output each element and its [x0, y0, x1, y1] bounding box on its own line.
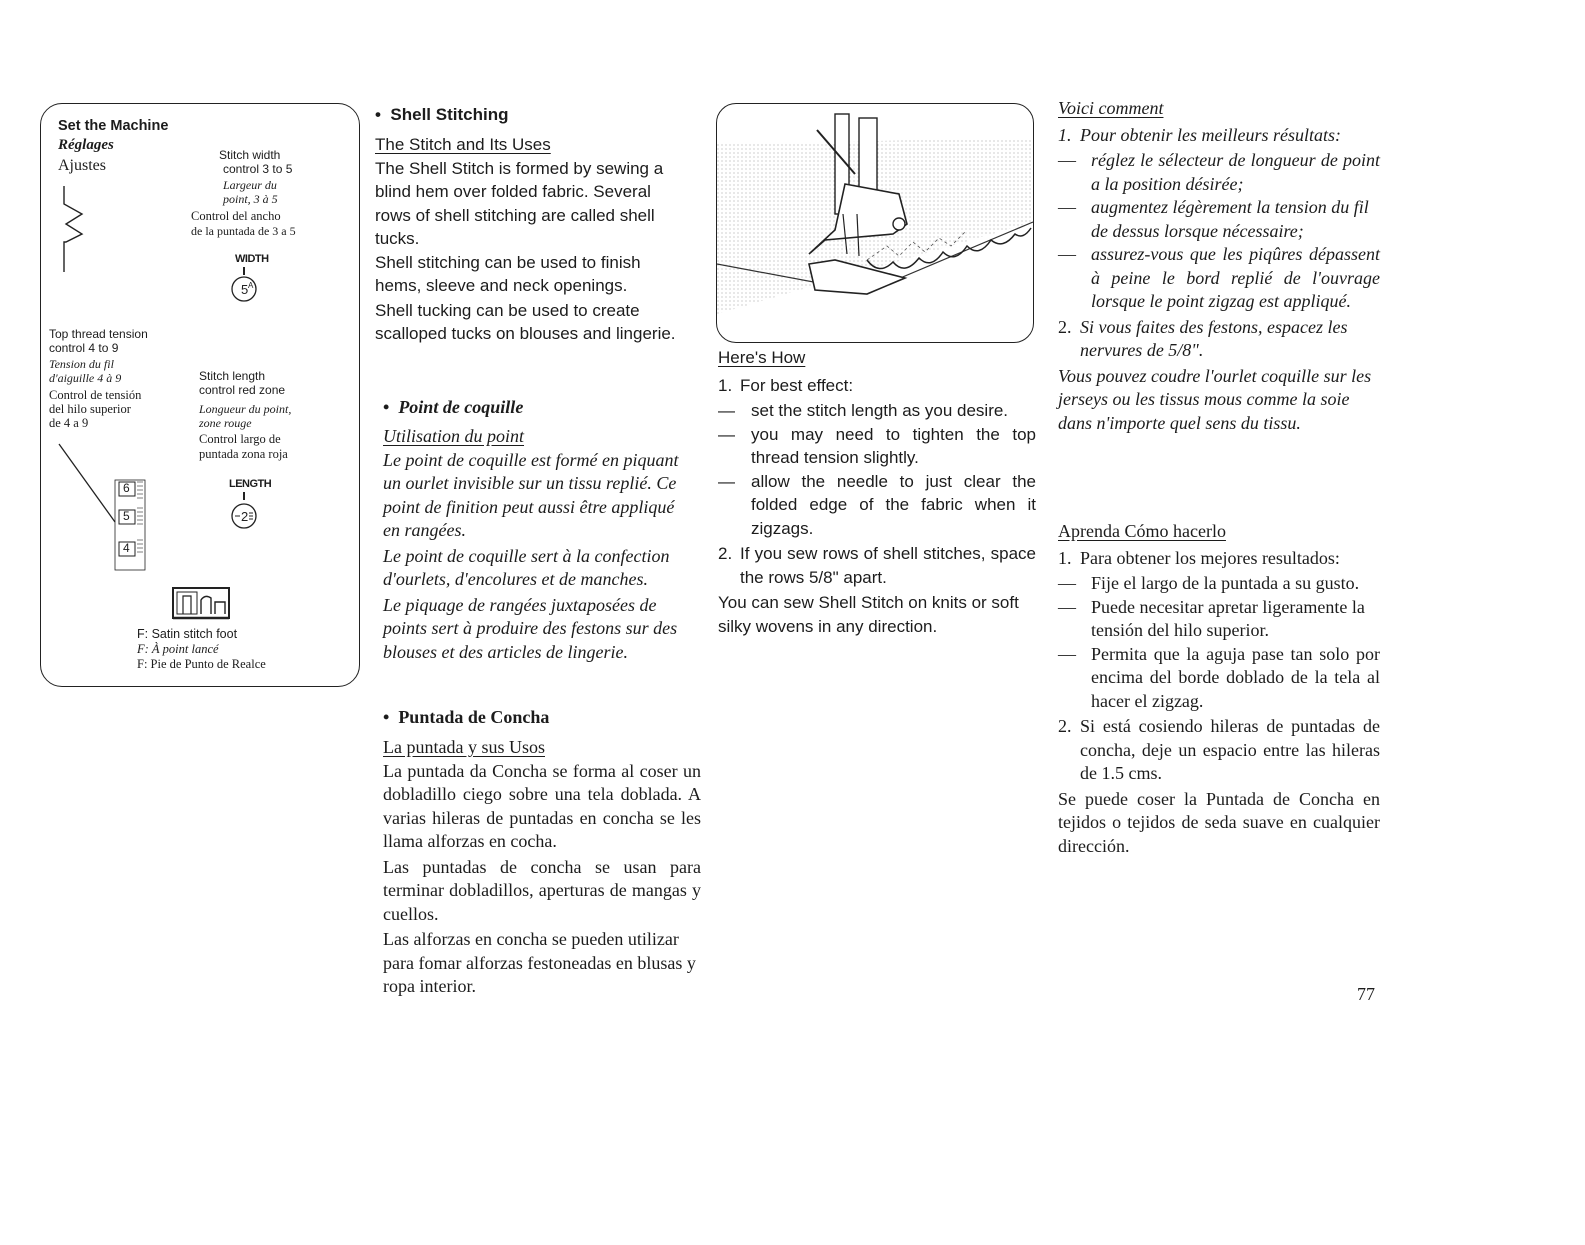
- shell-subheading-en: The Stitch and Its Uses: [375, 135, 551, 154]
- set-machine-box: [40, 103, 360, 687]
- heres-how-en: [718, 346, 1036, 638]
- svg-text:2: 2: [241, 509, 249, 524]
- shell-heading-en: • Shell Stitching: [375, 105, 509, 124]
- width-control-label: Stitch width control 3 to 5 Largeur du point, 3 à 5 Control del ancho de la puntada de 3 a 5: [191, 148, 296, 238]
- tension-mark-6: 6: [123, 481, 130, 495]
- shell-p1-es: La puntada da Concha se forma al coser un dobladillo ciego sobre una tela doblada. A varias hileras de puntadas en concha se les llama alforzas en cocha.: [383, 760, 701, 851]
- heres-how-heading-es: Aprenda Cómo hacerlo: [1058, 521, 1226, 541]
- how-en-item2: 2. If you sew rows of shell stitches, space the rows 5/8" apart.: [718, 544, 1036, 587]
- shell-subheading-fr: Utilisation du point: [383, 426, 525, 446]
- heres-how-heading-en: Here's How: [718, 348, 806, 367]
- shell-stitching-es: [383, 705, 701, 999]
- how-en-dash3: — allow the needle to just clear the folded edge of the fabric when it zigzags.: [718, 471, 1036, 538]
- how-fr-item2: 2. Si vous faites des festons, espacez les nervures de 5/8".: [1058, 316, 1348, 360]
- machine-title-fr: Réglages: [58, 137, 114, 153]
- tension-mark-4: 4: [123, 541, 130, 555]
- length-control-label: Stitch length control red zone Longueur du point, zone rouge Control largo de puntada zona roja: [199, 369, 292, 461]
- how-fr-dash1: — réglez le sélecteur de longueur de point a la position désirée;: [1058, 150, 1380, 194]
- length-dial-label: LENGTH: [229, 478, 272, 490]
- how-es-dash2: — Puede necesitar apretar ligeramente la tensión del hilo superior.: [1058, 596, 1365, 640]
- how-es-item1: 1. Para obtener los mejores resultados:: [1058, 547, 1340, 568]
- how-es-dash3: — Permita que la aguja pase tan solo por encima del borde doblado de la tela al hacer el zigzag.: [1058, 643, 1380, 711]
- how-fr-dash2: — augmentez légèrement la tension du fil de dessus lorsque nécessaire;: [1058, 197, 1369, 241]
- shell-stitching-fr: [383, 395, 701, 664]
- how-es-para: Se puede coser la Puntada de Concha en tejidos o tejidos de seda suave en cualquier dirección.: [1058, 788, 1380, 856]
- shell-stitch-illustration: [716, 103, 1034, 343]
- how-en-para: You can sew Shell Stitch on knits or soft silky wovens in any direction.: [718, 593, 1019, 636]
- page-number: 77: [1357, 984, 1375, 1004]
- machine-title-es: Ajustes: [58, 157, 106, 174]
- shell-heading-fr: • Point de coquille: [383, 397, 524, 417]
- how-en-item1: 1. For best effect:: [718, 375, 854, 395]
- satin-stitch-foot-icon: [171, 582, 233, 622]
- heres-how-fr: [1058, 97, 1380, 435]
- width-dial-icon: [229, 267, 259, 303]
- how-en-dash2: — you may need to tighten the top thread tension slightly.: [718, 424, 1036, 467]
- shell-p3-en: Shell tucking can be used to create scalloped tucks on blouses and lingerie.: [375, 300, 676, 343]
- shell-p2-en: Shell stitching can be used to finish hems, sleeve and neck openings.: [375, 252, 641, 295]
- tension-symbol-icon: [60, 184, 90, 274]
- tension-control-label: Top thread tension control 4 to 9 Tension du fil d'aiguille 4 à 9 Control de tensión del hilo superior de 4 a 9: [49, 327, 148, 430]
- shell-p1-en: The Shell Stitch is formed by sewing a blind hem over folded fabric. Several rows of shell stitching are called shell tucks.: [375, 158, 664, 248]
- how-es-dash1: — Fije el largo de la puntada a su gusto.: [1058, 573, 1360, 593]
- svg-text:5: 5: [241, 282, 249, 297]
- width-dial-label: WIDTH: [235, 253, 269, 265]
- heres-how-es: [1058, 520, 1380, 858]
- shell-p1-fr: Le point de coquille est formé en piquant un ourlet invisible sur un tissu replié. Ce point de finition peut aussi être appliqué en rangées.: [383, 449, 679, 540]
- shell-p3-fr: Le piquage de rangées juxtaposées de points sert à produire des festons sur des blouses et des articles de lingerie.: [383, 594, 678, 662]
- shell-stitching-en: [375, 103, 691, 346]
- shell-subheading-es: La puntada y sus Usos: [383, 737, 545, 757]
- how-en-dash1: — set the stitch length as you desire.: [718, 401, 1009, 420]
- machine-title: Set the Machine: [58, 118, 169, 134]
- how-es-item2: 2. Si está cosiendo hileras de puntadas de concha, deje un espacio entre las hileras de 1.5 cms.: [1058, 716, 1380, 783]
- svg-text:A: A: [248, 281, 254, 290]
- foot-label: F: Satin stitch foot F: À point lancé F: Pie de Punto de Realce: [137, 627, 266, 671]
- shell-p2-fr: Le point de coquille sert à la confection d'ourlets, d'encolures et de manches.: [383, 545, 670, 589]
- shell-heading-es: • Puntada de Concha: [383, 707, 550, 727]
- tension-mark-5: 5: [123, 509, 130, 523]
- heres-how-heading-fr: Voici comment: [1058, 98, 1164, 118]
- shell-p2-es: Las puntadas de concha se usan para terminar dobladillos, aperturas de mangas y cuellos.: [383, 856, 701, 924]
- how-fr-dash3: — assurez-vous que les piqûres dépassent à peine le bord replié de l'ouvrage lorsque le point zigzag est appliqué.: [1058, 244, 1380, 311]
- shell-p3-es: Las alforzas en concha se pueden utilizar para fomar alforzas festoneadas en blusas y ropa interior.: [383, 929, 696, 996]
- length-dial-icon: [227, 492, 261, 532]
- tension-scale: [57, 442, 157, 572]
- how-fr-para: Vous pouvez coudre l'ourlet coquille sur les jerseys ou les tissus mous comme la soie dans n'importe quel sens du tissu.: [1058, 365, 1372, 433]
- how-fr-item1: 1. Pour obtenir les meilleurs résultats:: [1058, 124, 1341, 145]
